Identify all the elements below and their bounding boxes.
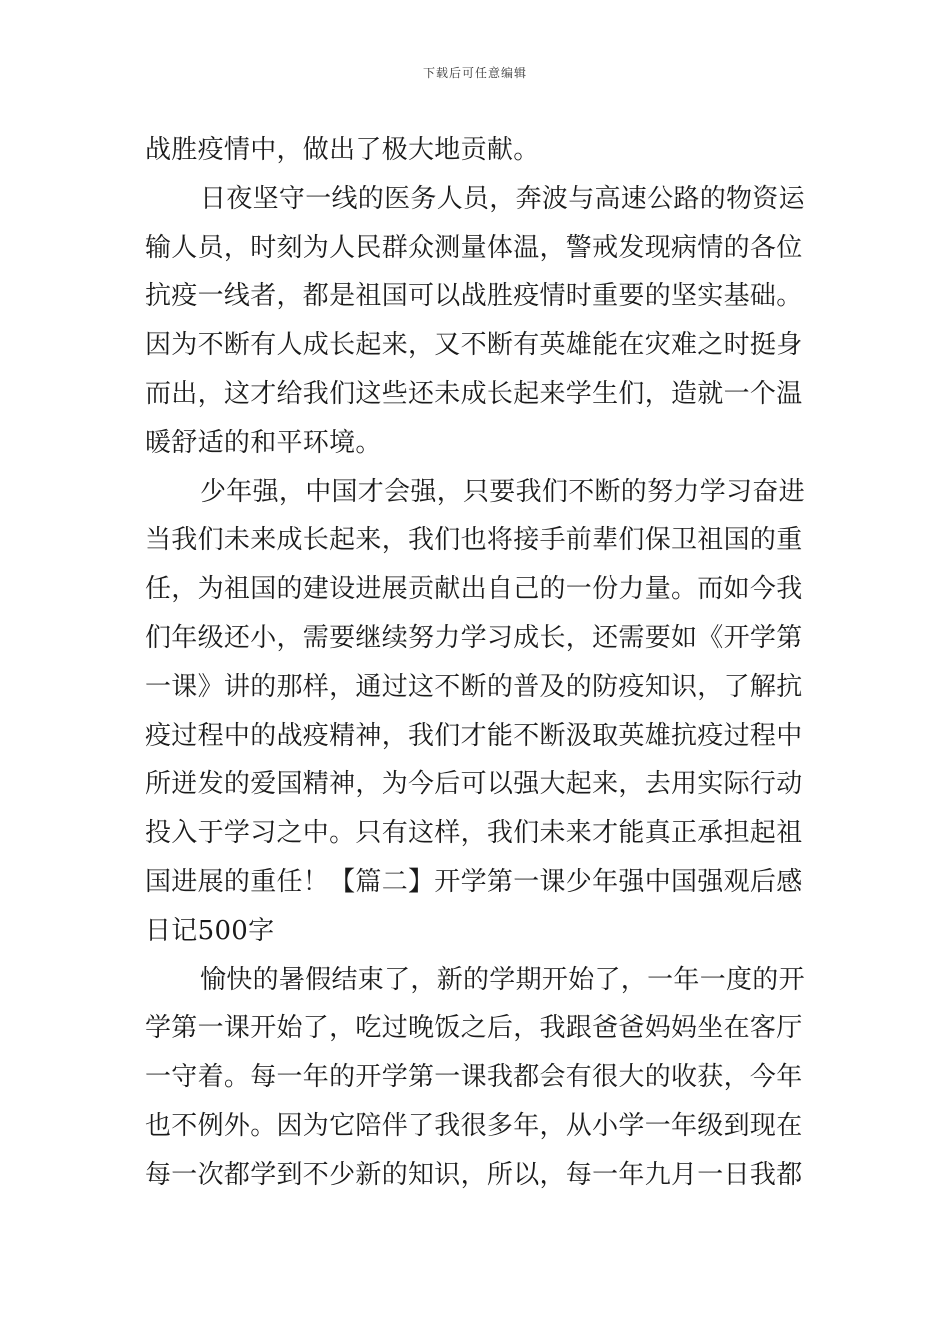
text-line: 暖舒适的和平环境。 (145, 427, 382, 458)
text-line: 学第一课开始了，吃过晚饭之后，我跟爸爸妈妈坐在客厅 (145, 1013, 803, 1044)
text-line: 一守着。每一年的开学第一课我都会有很大的收获，今年 (145, 1062, 803, 1093)
text-line: 投入于学习之中。只有这样，我们未来才能真正承担起祖 (145, 818, 803, 849)
text-line: 日记500字 (145, 915, 275, 946)
text-line: 国进展的重任！【篇二】开学第一课少年强中国强观后感 (145, 866, 803, 897)
paragraph-start-line: 愉快的暑假结束了，新的学期开始了，一年一度的开 (200, 964, 805, 995)
header-note: 下载后可任意编辑 (422, 66, 527, 80)
text-line: 战胜疫情中，做出了极大地贡献。 (145, 135, 540, 165)
text-line: 抗疫一线者，都是祖国可以战胜疫情时重要的坚实基础。 (145, 281, 803, 312)
text-line: 当我们未来成长起来，我们也将接手前辈们保卫祖国的重 (145, 525, 803, 556)
text-line: 任，为祖国的建设进展贡献出自己的一份力量。而如今我 (145, 574, 803, 605)
text-line: 每一次都学到不少新的知识，所以，每一年九月一日我都 (145, 1159, 803, 1190)
text-line: 所迸发的爱国精神，为今后可以强大起来，去用实际行动 (145, 769, 803, 800)
paragraph-start-line: 日夜坚守一线的医务人员，奔波与高速公路的物资运 (200, 183, 805, 214)
document-body (145, 126, 807, 1200)
paragraph-start-line: 少年强，中国才会强，只要我们不断的努力学习奋进 (200, 476, 805, 507)
text-line: 因为不断有人成长起来，又不断有英雄能在灾难之时挺身 (145, 330, 803, 361)
text-line: 一课》讲的那样，通过这不断的普及的防疫知识，了解抗 (145, 671, 803, 702)
text-line: 也不例外。因为它陪伴了我很多年，从小学一年级到现在 (145, 1110, 803, 1141)
text-line: 们年级还小，需要继续努力学习成长，还需要如《开学第 (145, 622, 803, 653)
text-line: 疫过程中的战疫精神，我们才能不断汲取英雄抗疫过程中 (145, 720, 803, 751)
text-line: 输人员，时刻为人民群众测量体温，警戒发现病情的各位 (145, 232, 803, 263)
text-line: 而出，这才给我们这些还未成长起来学生们，造就一个温 (145, 378, 803, 409)
